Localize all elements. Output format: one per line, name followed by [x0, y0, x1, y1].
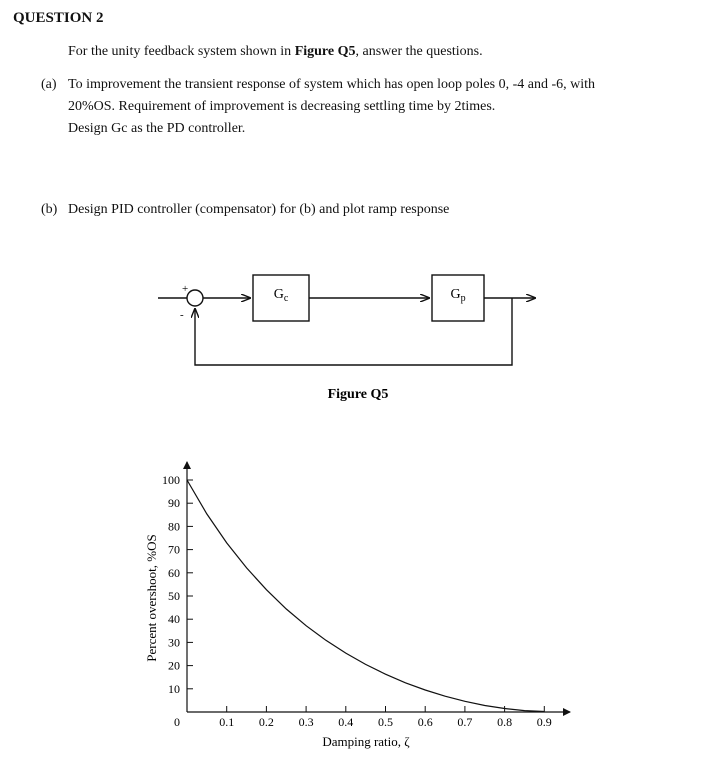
y-tick-label: 20	[168, 658, 180, 673]
origin-tick-label: 0	[174, 715, 180, 729]
y-tick-label: 70	[168, 542, 180, 557]
intro-text	[68, 44, 483, 60]
sum-minus-sign: -	[180, 309, 184, 321]
part-b-text: Design PID controller (compensator) for (b) and plot ramp response	[68, 202, 450, 217]
y-tick-label: 90	[168, 496, 180, 511]
y-axis-label: Percent overshoot, %OS	[144, 534, 159, 662]
part-a-label: (a)	[41, 77, 57, 92]
x-tick-label: 0.5	[378, 715, 393, 729]
y-tick-label: 30	[168, 635, 180, 650]
y-tick-label: 10	[168, 681, 180, 696]
x-tick-label: 0.4	[338, 715, 354, 729]
part-b-label: (b)	[41, 202, 58, 217]
x-ticks	[219, 706, 552, 729]
sum-plus-sign: +	[182, 283, 189, 295]
block-diagram	[150, 260, 550, 410]
overshoot-curve	[187, 480, 544, 712]
overshoot-chart	[0, 440, 703, 760]
y-tick-label: 40	[168, 612, 180, 627]
x-tick-label: 0.8	[497, 715, 513, 729]
intro-after: , answer the questions.	[355, 44, 483, 59]
x-tick-label: 0.7	[457, 715, 473, 729]
part-a-line-2: 20%OS. Requirement of improvement is decreasing settling time by 2times.	[68, 99, 496, 114]
y-tick-label: 100	[162, 473, 180, 487]
x-tick-label: 0.3	[298, 715, 314, 729]
intro-figure-ref: Figure Q5	[294, 44, 356, 59]
y-tick-label: 80	[168, 519, 180, 534]
x-axis-label: Damping ratio, ζ	[322, 734, 410, 749]
y-ticks	[162, 473, 193, 696]
y-tick-label: 50	[168, 589, 180, 603]
intro-before: For the unity feedback system shown in	[68, 44, 295, 59]
part-a-line-1: To improvement the transient response of system which has open loop poles 0, -4 and -6, with	[68, 77, 596, 92]
question-title: QUESTION 2	[13, 10, 104, 26]
part-a-line-3: Design Gc as the PD controller.	[68, 121, 246, 136]
y-tick-label: 60	[168, 565, 180, 580]
figure-caption: Figure Q5	[327, 387, 389, 402]
summing-junction	[187, 290, 203, 306]
x-tick-label: 0.1	[219, 715, 235, 729]
x-tick-label: 0.2	[258, 715, 274, 729]
x-tick-label: 0.9	[536, 715, 552, 729]
plant-label: $G_p$	[450, 287, 466, 304]
controller-label: $G_c$	[273, 287, 289, 304]
x-tick-label: 0.6	[417, 715, 433, 729]
